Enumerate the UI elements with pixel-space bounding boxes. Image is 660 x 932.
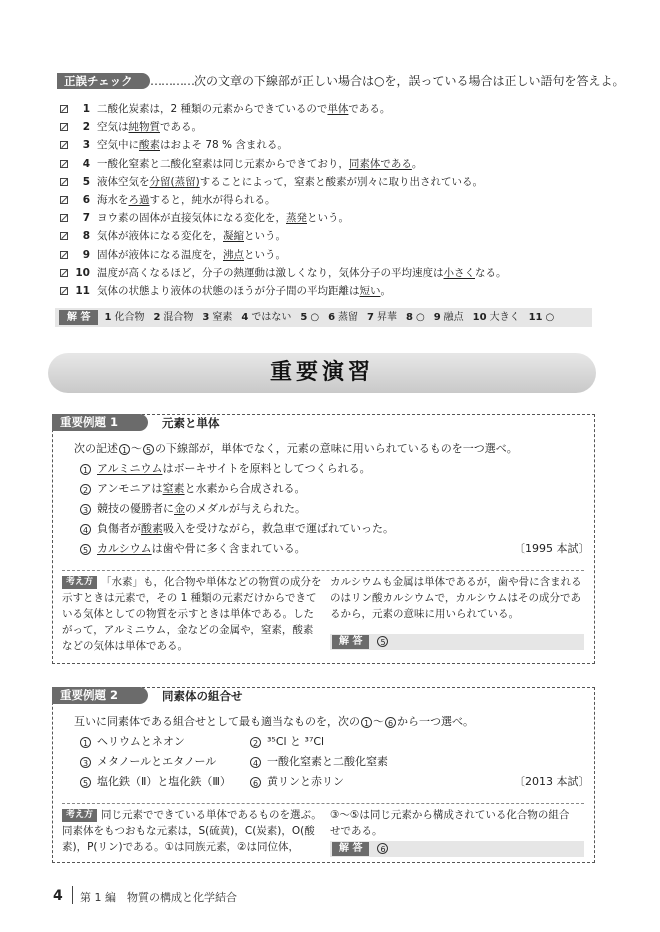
answer-label: 解 答 [59, 310, 98, 325]
answer-value: 混合物 [163, 312, 194, 323]
item-underlined: 同素体である [348, 157, 412, 170]
item-text-post: はおよそ 78 % 含まれる。 [160, 139, 288, 152]
item-text-post: 。 [380, 285, 391, 297]
item-number: 10 [75, 266, 90, 279]
explanation-line: せである。 [330, 825, 383, 837]
answer-item [434, 312, 464, 323]
item-text-pre: 液体空気を [97, 175, 150, 188]
answer-number: 8 [406, 312, 413, 323]
item-underlined: 分留(蒸留) [149, 175, 200, 188]
leader-dots: ………… [150, 74, 194, 88]
explanation-text: 素)，P(リン)である。①は同族元素，②は同位体， [62, 841, 299, 853]
checkbox-icon [60, 214, 68, 222]
check-item [60, 229, 286, 243]
check-item [60, 211, 349, 225]
item-number: 1 [82, 103, 90, 115]
choice-text-pre: アンモニアは [97, 482, 163, 495]
explanation-line [62, 590, 322, 606]
example-2-explanation-left [62, 807, 322, 855]
answer-item [367, 312, 397, 323]
answer-item [153, 312, 193, 323]
choice-mark: 4 [80, 524, 91, 535]
answer-number: 6 [328, 312, 336, 323]
item-text-post: することによって，窒素と酸素が別々に取り出されている。 [199, 175, 483, 188]
explanation-line [62, 807, 322, 823]
check-item [60, 102, 390, 116]
item-number: 9 [82, 248, 90, 261]
answer-item [473, 312, 520, 323]
item-underlined: 酸素 [139, 139, 160, 152]
checkbox-icon [60, 269, 68, 277]
item-text-pre: 温度が高くなるほど，分子の熱運動は激しくなり，気体分子の平均速度は [97, 266, 444, 279]
item-underlined: 蒸発 [286, 212, 307, 225]
choice-mark: 5 [143, 444, 154, 455]
choice-item [80, 734, 185, 750]
checkbox-icon [60, 105, 68, 113]
choice-mark: 2 [80, 484, 91, 495]
item-number: 4 [82, 157, 90, 170]
check-item [60, 193, 276, 207]
answer-label: 解 答 [332, 635, 369, 649]
explanation-text: 「水素」も，化合物や単体などの物質の成分を [101, 576, 322, 588]
choice-underlined: カルシウム [97, 542, 152, 555]
item-text-pre: 一酸化窒素と二酸化窒素は同じ元素からできており， [97, 157, 349, 170]
explanation-text: 同じ元素でできている単体であるものを選ぶ。 [101, 809, 322, 821]
choice-text-post: のメダルが与えられた。 [185, 502, 306, 515]
answer-value: 5 [377, 636, 388, 647]
answer-label: 解 答 [332, 842, 369, 856]
answer-value: 昇華 [377, 312, 397, 323]
item-number: 11 [75, 285, 90, 297]
item-number: 7 [82, 212, 90, 225]
answer-number: 4 [241, 312, 249, 323]
choice-item [80, 501, 306, 517]
choice-text-post: は歯や骨に多く含まれている。 [151, 542, 306, 555]
item-number: 6 [82, 194, 90, 206]
checkbox-icon [60, 196, 68, 204]
answer-item [104, 312, 144, 323]
answer-number: 11 [528, 312, 543, 323]
answer-value: 蒸留 [338, 312, 359, 323]
checkbox-icon [60, 287, 68, 295]
item-underlined: 凝縮 [223, 230, 244, 243]
choice-mark: 6 [250, 777, 261, 788]
checkbox-icon [60, 123, 68, 131]
answer-value: ではない [251, 312, 292, 323]
example-1-tab: 重要例題 1 [52, 414, 148, 431]
checkbox-icon [60, 251, 68, 259]
explanation-line [62, 606, 322, 622]
explanation-line: ③～⑤は同じ元素から構成されている化合物の組合 [330, 809, 570, 821]
choice-mark: 1 [361, 717, 372, 728]
example-1-explanation-right [330, 574, 582, 622]
choice-text: 一酸化窒素と二酸化窒素 [267, 755, 388, 768]
item-number: 8 [82, 230, 90, 243]
choice-item [250, 774, 344, 790]
choice-text-post: 吸入を受けながら，救急車で運ばれていった。 [163, 522, 394, 535]
item-text-pre: 海水を [97, 194, 129, 206]
choice-item [80, 521, 394, 537]
answer-value: ○ [545, 312, 555, 323]
item-number: 3 [82, 139, 90, 152]
item-underlined: 短い [359, 285, 381, 297]
example-2-title: 同素体の組合せ [162, 689, 243, 703]
example-2-source: 〔2013 本試〕 [514, 775, 590, 788]
answer-number: 5 [300, 312, 308, 323]
answer-number: 9 [433, 312, 441, 323]
answer-value: 化合物 [114, 312, 145, 323]
item-text-pre: 気体の状態より液体の状態のほうが分子間の平均距離は [97, 285, 360, 297]
choice-text: 塩化鉄（Ⅱ）と塩化鉄（Ⅲ） [97, 775, 231, 788]
example-1-answer-bar [330, 634, 584, 650]
check-item [60, 138, 288, 152]
explanation-line [62, 622, 322, 638]
choice-mark: 2 [250, 737, 261, 748]
item-text-post: 。 [411, 157, 423, 170]
item-underlined: ろ過 [128, 194, 150, 206]
choice-text-pre: 負傷者が [97, 522, 141, 535]
item-text-post: である。 [160, 121, 202, 134]
explanation-line [62, 839, 322, 855]
answer-value: ○ [415, 312, 425, 323]
choice-text: ヘリウムとネオン [97, 735, 185, 748]
answer-value: 窒素 [212, 312, 233, 323]
check-instruction [150, 73, 624, 89]
explanation-line: のはリン酸カルシウムで，カルシウムはその成分であ [330, 592, 582, 604]
choice-item [80, 461, 371, 477]
choice-item [80, 481, 306, 497]
answer-item [529, 312, 555, 323]
choice-mark: 1 [80, 464, 91, 475]
item-underlined: 単体 [327, 103, 349, 115]
explanation-line [62, 638, 322, 654]
check-tab: 正誤チェック [57, 73, 150, 89]
item-underlined: 沸点 [223, 248, 244, 261]
section-banner: 重要演習 [48, 353, 596, 393]
choice-item [80, 754, 216, 770]
footer-divider [72, 886, 73, 904]
choice-underlined: 窒素 [162, 482, 185, 495]
item-text-pre: 空気中に [97, 139, 139, 152]
choice-text: メタノールとエタノール [97, 755, 217, 768]
answer-item [406, 312, 425, 323]
explanation-text: 同素体をもつおもな元素は，S(硫黄)，C(炭素)，O(酸 [62, 825, 315, 837]
check-answer-bar [55, 308, 592, 327]
item-number: 5 [82, 175, 90, 188]
answer-number: 7 [367, 312, 374, 323]
answer-number: 3 [202, 312, 210, 323]
item-text-post: という。 [244, 248, 286, 261]
checkbox-icon [60, 160, 68, 168]
item-text-pre: ヨウ素の固体が直接気体になる変化を， [97, 212, 286, 225]
example-2-question: 互いに同素体である組合せとして最も適当なものを，次の 1 ～ 6 から一つ選べ。 [74, 715, 474, 728]
item-text-pre: 気体が液体になる変化を， [97, 230, 223, 243]
explanation-text: 示すときは元素で，その 1 種類の元素だけからできて [62, 592, 317, 604]
choice-text: ³⁵Cl と ³⁷Cl [267, 735, 325, 748]
checkbox-icon [60, 141, 68, 149]
choice-underlined: 酸素 [141, 522, 163, 535]
choice-mark: 6 [385, 717, 396, 728]
choice-mark: 5 [80, 777, 91, 788]
item-underlined: 純物質 [128, 121, 160, 134]
explanation-text: がって，アルミニウム，金などの金属や，窒素，酸素 [62, 624, 314, 636]
answer-item [300, 312, 319, 323]
item-text-pre: 二酸化炭素は，2 種類の元素からできているので [97, 103, 328, 115]
item-text-post: すると，純水が得られる。 [149, 194, 276, 206]
check-item [60, 157, 422, 171]
answer-number: 1 [104, 312, 112, 323]
footer-chapter: 第 1 編 物質の構成と化学結合 [80, 891, 237, 904]
answer-item [328, 312, 358, 323]
item-text-post: という。 [244, 230, 286, 243]
explanation-text: などの気体は単体である。 [62, 640, 188, 652]
item-text-post: という。 [307, 212, 349, 225]
kangaekata-label: 考え方 [62, 809, 97, 822]
choice-item [250, 754, 388, 770]
choice-item [80, 774, 231, 790]
answer-items [104, 312, 563, 323]
answer-value: ○ [310, 312, 320, 323]
choice-text-pre: 競技の優勝者に [97, 502, 174, 515]
choice-mark: 3 [80, 504, 91, 515]
explanation-line [62, 823, 322, 839]
example-2-explanation-right [330, 807, 569, 839]
item-number: 2 [82, 121, 90, 134]
answer-item [202, 312, 232, 323]
instruction-text: 次の文章の下線部が正しい場合は○を，誤っている場合は正しい語句を答えよ。 [194, 74, 625, 88]
example-2-answer-bar [330, 841, 584, 857]
choice-text-post: と水素から合成される。 [184, 482, 306, 495]
answer-value: 6 [377, 843, 388, 854]
choice-mark: 5 [80, 544, 91, 555]
item-text-pre: 固体が液体になる温度を， [97, 248, 223, 261]
choice-mark: 1 [80, 737, 91, 748]
item-text-post: である。 [348, 103, 391, 115]
example-1-title: 元素と単体 [162, 416, 220, 430]
check-item [60, 248, 286, 262]
answer-value: 大きく [489, 312, 520, 323]
item-underlined: 小さく [443, 266, 475, 279]
item-text-post: なる。 [475, 266, 507, 279]
check-item [60, 120, 202, 134]
example-1-source: 〔1995 本試〕 [514, 542, 590, 555]
explanation-line: るから，元素の意味に用いられている。 [330, 608, 519, 620]
check-item [60, 175, 483, 189]
checkbox-icon [60, 178, 68, 186]
example-2-explanation-box [62, 803, 584, 859]
choice-underlined: アルミニウム [97, 462, 163, 475]
choice-mark: 1 [119, 444, 130, 455]
choice-text: 黄リンと赤リン [267, 775, 344, 788]
answer-value: 融点 [443, 312, 464, 323]
choice-text-post: はボーキサイトを原料としてつくられる。 [162, 462, 371, 475]
kangaekata-label: 考え方 [62, 576, 97, 589]
choice-item [250, 734, 324, 750]
choice-underlined: 金 [174, 502, 185, 515]
checkbox-icon [60, 232, 68, 240]
example-1-explanation-box [62, 570, 584, 658]
choice-mark: 4 [250, 757, 261, 768]
explanation-line [62, 574, 322, 590]
example-2-tab: 重要例題 2 [52, 687, 148, 704]
check-item [60, 284, 391, 298]
page-number: 4 [53, 888, 63, 904]
example-1-question: 次の記述 1 ～ 5 の下線部が，単体でなく，元素の意味に用いられているものを一つ選べ。 [74, 442, 518, 455]
check-item [60, 266, 507, 280]
answer-item [241, 312, 291, 323]
choice-mark: 3 [80, 757, 91, 768]
item-text-pre: 空気は [97, 121, 129, 134]
choice-item [80, 541, 306, 557]
example-1-explanation-left [62, 574, 322, 654]
answer-number: 10 [472, 312, 487, 323]
explanation-line: カルシウムも金属は単体であるが，歯や骨に含まれる [330, 576, 582, 588]
explanation-text: いる気体としての物質を示すときは単体である。した [62, 608, 314, 620]
answer-number: 2 [153, 312, 161, 323]
